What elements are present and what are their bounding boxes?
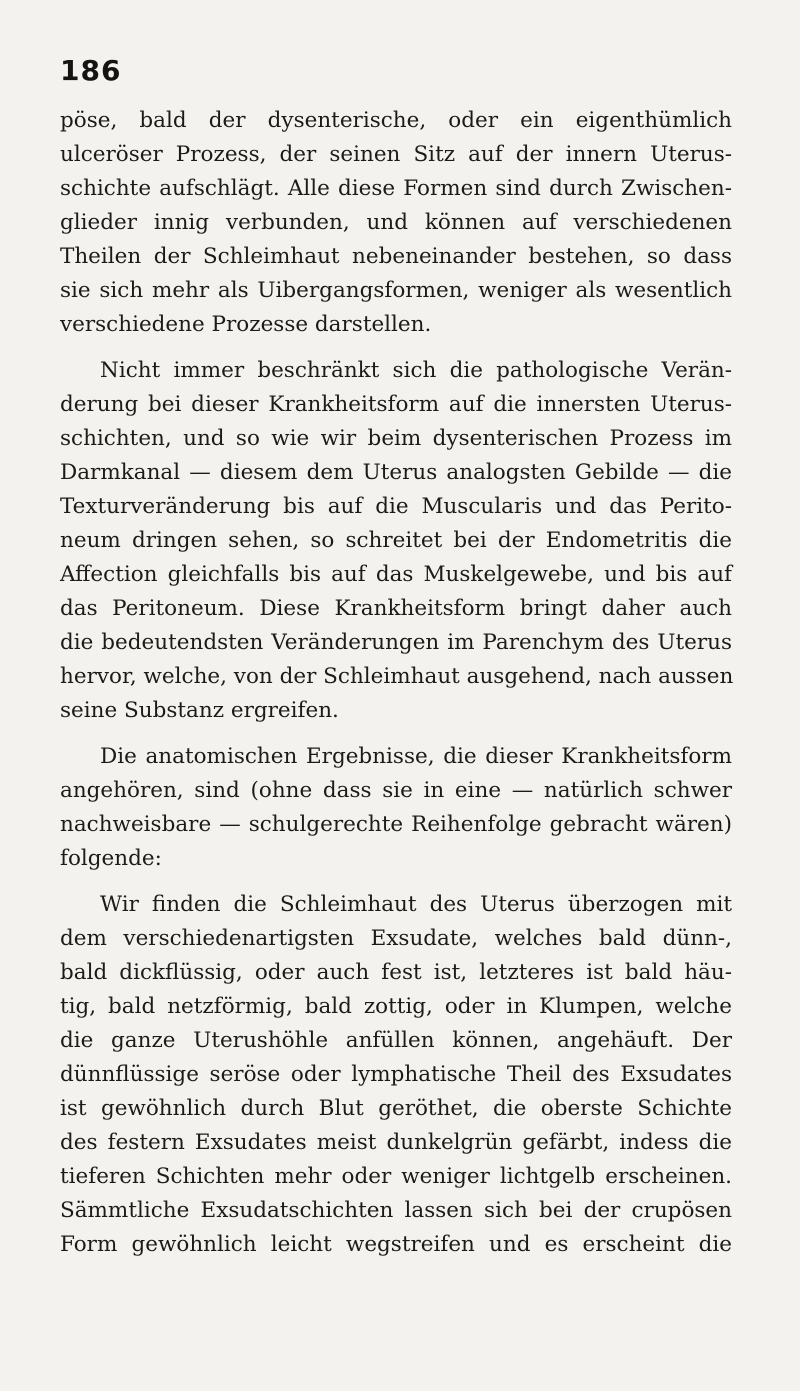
- text-line: folgende:: [60, 846, 162, 871]
- text-line: Texturveränderung bis auf die Muscularis und das Perito-: [60, 494, 732, 519]
- text-line: sie sich mehr als Uibergangsformen, weniger als wesentlich: [60, 278, 732, 303]
- text-line: bald dickflüssig, oder auch fest ist, letzteres ist bald häu-: [60, 960, 732, 985]
- paragraph-gap: [60, 876, 732, 888]
- text-line: angehören, sind (ohne dass sie in eine — natürlich schwer: [60, 778, 732, 803]
- text-line: dem verschiedenartigsten Exsudate, welches bald dünn-,: [60, 926, 732, 951]
- paragraph: [60, 104, 732, 342]
- text-line: verschiedene Prozesse darstellen.: [60, 312, 432, 337]
- paragraph: [60, 888, 732, 1262]
- text-line: pöse, bald der dysenterische, oder ein eigenthümlich: [60, 108, 732, 133]
- text-line: Affection gleichfalls bis auf das Muskelgewebe, und bis auf: [60, 562, 732, 587]
- text-line: tieferen Schichten mehr oder weniger lichtgelb erscheinen.: [60, 1164, 732, 1189]
- page-number: 186: [60, 54, 122, 87]
- text-line: glieder innig verbunden, und können auf verschiedenen: [60, 210, 732, 235]
- text-line: Wir finden die Schleimhaut des Uterus überzogen mit: [100, 892, 732, 917]
- text-line: tig, bald netzförmig, bald zottig, oder in Klumpen, welche: [60, 994, 732, 1019]
- text-line: die ganze Uterushöhle anfüllen können, angehäuft. Der: [60, 1028, 732, 1053]
- paragraph: [60, 740, 732, 876]
- text-line: seine Substanz ergreifen.: [60, 698, 339, 723]
- text-line: Nicht immer beschränkt sich die pathologische Verän-: [100, 358, 732, 383]
- text-line: Form gewöhnlich leicht wegstreifen und es erscheint die: [60, 1232, 732, 1257]
- paragraph-gap: [60, 342, 732, 354]
- text-line: schichten, und so wie wir beim dysenterischen Prozess im: [60, 426, 732, 451]
- text-line: Theilen der Schleimhaut nebeneinander bestehen, so dass: [60, 244, 732, 269]
- text-line: hervor, welche, von der Schleimhaut ausgehend, nach aussen: [60, 664, 734, 689]
- text-line: derung bei dieser Krankheitsform auf die innersten Uterus-: [60, 392, 732, 417]
- text-line: Darmkanal — diesem dem Uterus analogsten Gebilde — die: [60, 460, 732, 485]
- text-line: die bedeutendsten Veränderungen im Parenchym des Uterus: [60, 630, 732, 655]
- text-line: Sämmtliche Exsudatschichten lassen sich bei der crupösen: [60, 1198, 732, 1223]
- text-line: neum dringen sehen, so schreitet bei der Endometritis die: [60, 528, 732, 553]
- text-line: ulceröser Prozess, der seinen Sitz auf der innern Uterus-: [60, 142, 732, 167]
- text-line: Die anatomischen Ergebnisse, die dieser Krankheitsform: [100, 744, 732, 769]
- paragraph: [60, 354, 732, 728]
- paragraph-gap: [60, 728, 732, 740]
- text-line: schichte aufschlägt. Alle diese Formen sind durch Zwischen-: [60, 176, 732, 201]
- text-line: des festern Exsudates meist dunkelgrün gefärbt, indess die: [60, 1130, 732, 1155]
- text-line: dünnflüssige seröse oder lymphatische Theil des Exsudates: [60, 1062, 732, 1087]
- text-line: nachweisbare — schulgerechte Reihenfolge gebracht wären): [60, 812, 732, 837]
- text-line: ist gewöhnlich durch Blut geröthet, die oberste Schichte: [60, 1096, 732, 1121]
- body-text: [60, 104, 732, 1262]
- text-line: das Peritoneum. Diese Krankheitsform bringt daher auch: [60, 596, 732, 621]
